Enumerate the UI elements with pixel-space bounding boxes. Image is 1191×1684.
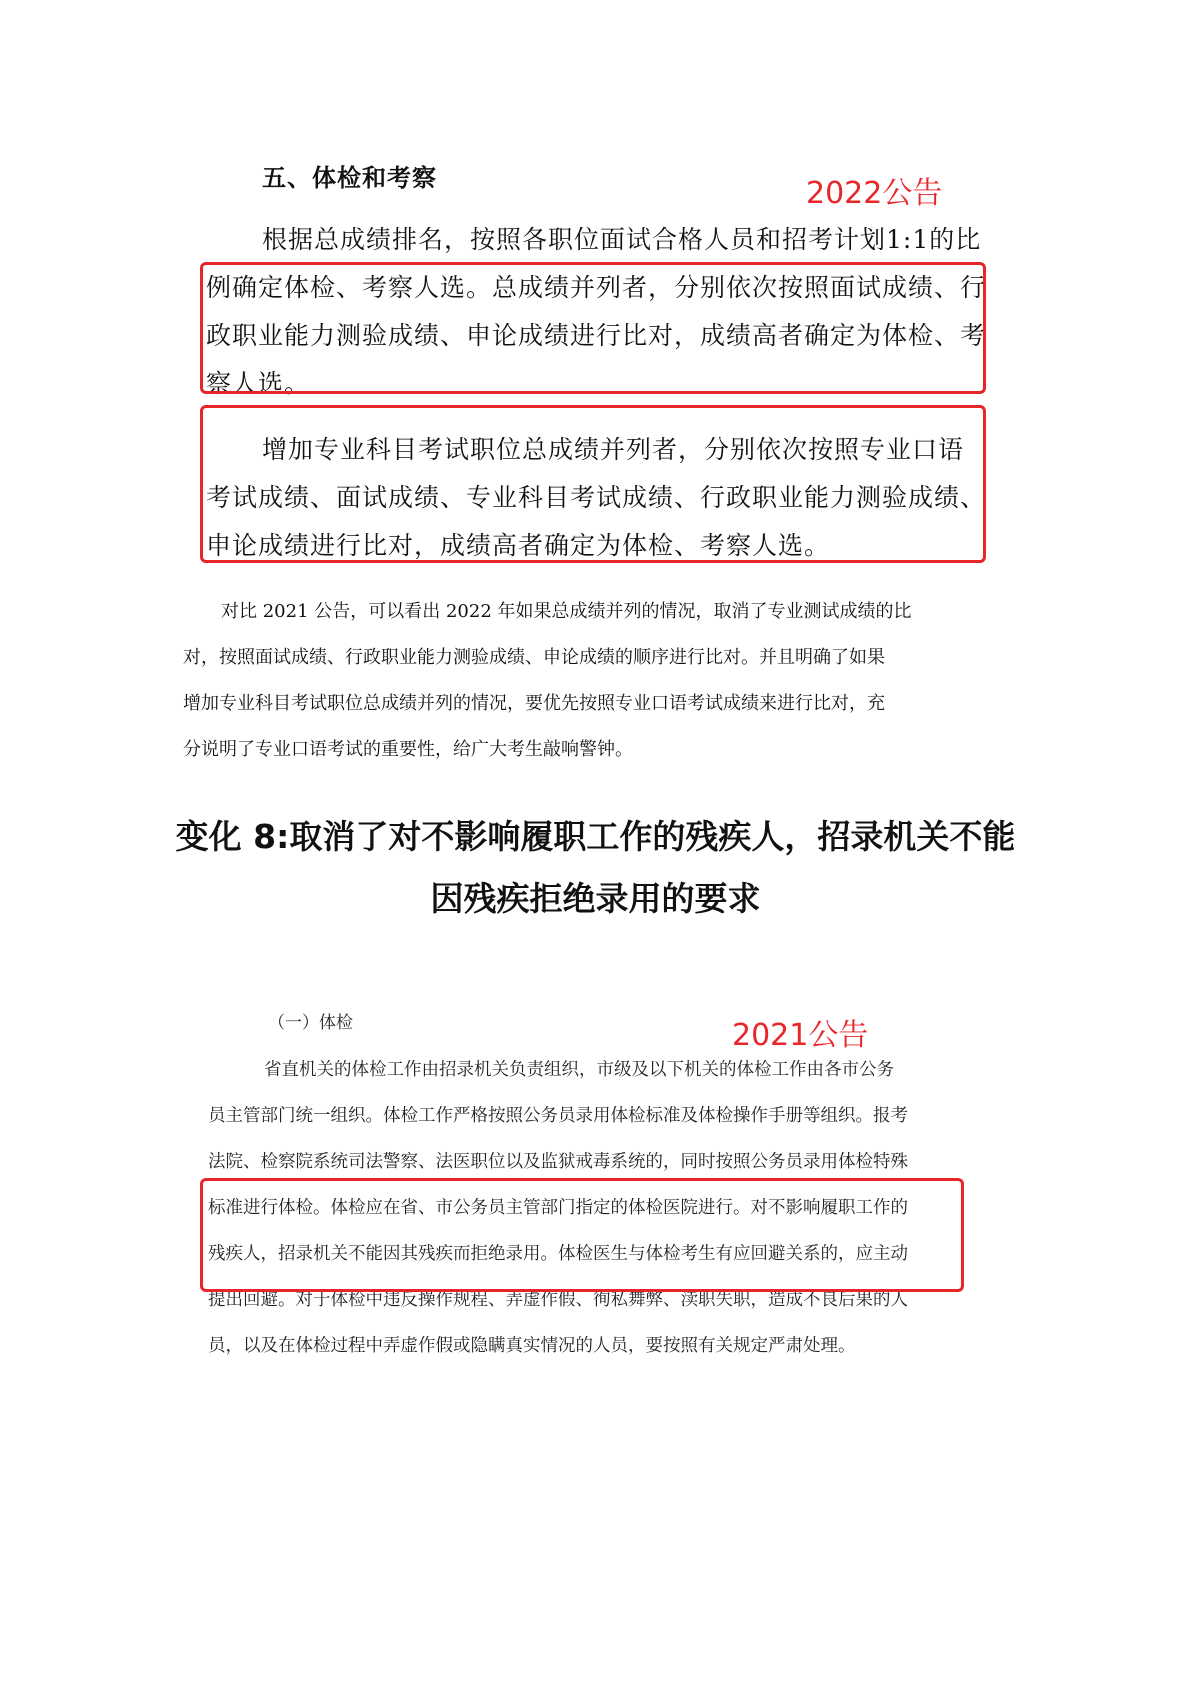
- para-2022-line-2: 例确定体检、考察人选。总成绩并列者，分别依次按照面试成绩、行: [206, 273, 987, 302]
- para-2021-line-4: 标准进行体检。体检应在省、市公务员主管部门指定的体检医院进行。对不影响履职工作的: [208, 1198, 908, 1218]
- para-2021-line-3: 法院、检察院系统司法警察、法医职位以及监狱戒毒系统的，同时按照公务员录用体检特殊: [208, 1152, 908, 1172]
- highlight-box-2021: [200, 1178, 964, 1292]
- tag-2022-announcement: 2022公告: [806, 176, 943, 211]
- highlight-box-2022-para1: [200, 262, 986, 394]
- para-2021-line-6: 提出回避。对于体检中违反操作规程、弄虚作假、徇私舞弊、渎职失职，造成不良后果的人: [208, 1290, 908, 1310]
- para-2021-line-5: 残疾人，招录机关不能因其残疾而拒绝录用。体检医生与体检考生有应回避关系的，应主动: [208, 1244, 908, 1264]
- commentary-line-2: 对，按照面试成绩、行政职业能力测验成绩、申论成绩的顺序进行比对。并且明确了如果: [183, 647, 885, 668]
- change-heading-line-2: 因残疾拒绝录用的要求: [430, 879, 761, 918]
- para-2021-line-2: 员主管部门统一组织。体检工作严格按照公务员录用体检标准及体检操作手册等组织。报考: [208, 1106, 908, 1126]
- commentary-line-4: 分说明了专业口语考试的重要性，给广大考生敲响警钟。: [183, 739, 633, 760]
- section-heading-2022: 五、体检和考察: [262, 163, 437, 192]
- tag-2021-announcement: 2021公告: [732, 1018, 869, 1053]
- para-2022-line-4: 察人选。: [206, 369, 311, 398]
- change-heading-line-1: 变化 8:取消了对不影响履职工作的残疾人，招录机关不能: [175, 817, 1016, 856]
- para-2021-line-7: 员，以及在体检过程中弄虚作假或隐瞒真实情况的人员，要按照有关规定严肃处理。: [208, 1336, 856, 1356]
- para-2021-line-1: 省直机关的体检工作由招录机关负责组织，市级及以下机关的体检工作由各市公务: [264, 1060, 894, 1080]
- para2-2022-line-2: 考试成绩、面试成绩、专业科目考试成绩、行政职业能力测验成绩、: [206, 483, 987, 512]
- highlight-box-2022-para2: [200, 405, 986, 563]
- commentary-line-3: 增加专业科目考试职位总成绩并列的情况，要优先按照专业口语考试成绩来进行比对，充: [183, 693, 885, 714]
- para2-2022-line-1: 增加专业科目考试职位总成绩并列者，分别依次按照专业口语: [262, 435, 965, 464]
- subheading-2021: （一）体检: [268, 1013, 353, 1033]
- commentary-line-1: 对比 2021 公告，可以看出 2022 年如果总成绩并列的情况，取消了专业测试成绩的比: [221, 601, 912, 622]
- para-2022-line-1: 根据总成绩排名，按照各职位面试合格人员和招考计划1:1的比: [262, 225, 982, 254]
- para-2022-line-3: 政职业能力测验成绩、申论成绩进行比对，成绩高者确定为体检、考: [206, 321, 987, 350]
- para2-2022-line-3: 申论成绩进行比对，成绩高者确定为体检、考察人选。: [206, 531, 831, 560]
